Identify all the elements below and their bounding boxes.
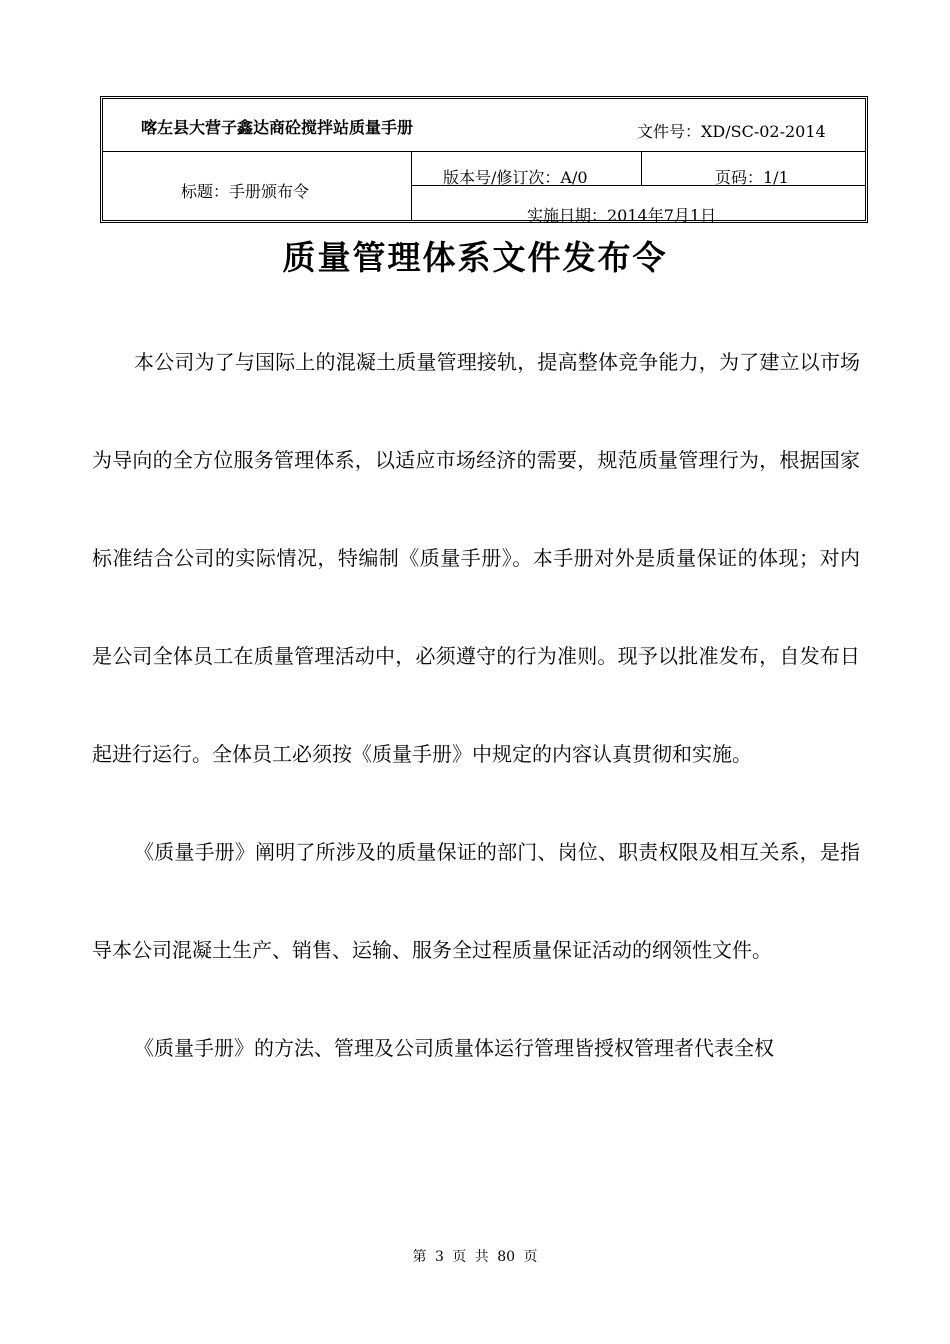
paragraph-2: 《质量手册》阐明了所涉及的质量保证的部门、岗位、职责权限及相互关系，是指导本公司混凝土生产、销售、运输、服务全过程质量保证活动的纲领性文件。 bbox=[92, 840, 860, 962]
version-number: 版本号/修订次：A/0 bbox=[443, 168, 588, 187]
document-number: 文件号：XD/SC-02-2014 bbox=[637, 122, 826, 141]
document-header-table bbox=[100, 96, 868, 223]
page-code: 页码：1/1 bbox=[715, 168, 789, 187]
paragraph-3: 《质量手册》的方法、管理及公司质量体运行管理皆授权管理者代表全权 bbox=[134, 1036, 774, 1060]
header-divider-vertical-left bbox=[411, 151, 412, 220]
document-title: 质量管理体系文件发布令 bbox=[282, 238, 668, 277]
paragraph-1: 本公司为了与国际上的混凝土质量管理接轨，提高整体竞争能力，为了建立以市场为导向的全方位服务管理体系，以适应市场经济的需要，规范质量管理行为，根据国家标准结合公司的实际情况，特编制《质量手册》。本手册对外是质量保证的体现；对内是公司全体员工在质量管理活动中，必须遵守的行为准则。现予以批准发布，自发布日起进行运行。全体员工必须按《质量手册》中规定的内容认真贯彻和实施。 bbox=[92, 350, 860, 766]
header-divider-horizontal bbox=[103, 151, 865, 152]
header-divider-vertical-right bbox=[641, 151, 642, 185]
page-footer: 第 3 页 共 80 页 bbox=[412, 1249, 538, 1265]
company-title: 喀左县大营子鑫达商砼搅拌站质量手册 bbox=[141, 118, 414, 137]
document-subject: 标题：手册颁布令 bbox=[181, 182, 310, 201]
document-body bbox=[92, 313, 860, 1097]
effective-date: 实施日期：2014年7月1日 bbox=[527, 206, 717, 225]
